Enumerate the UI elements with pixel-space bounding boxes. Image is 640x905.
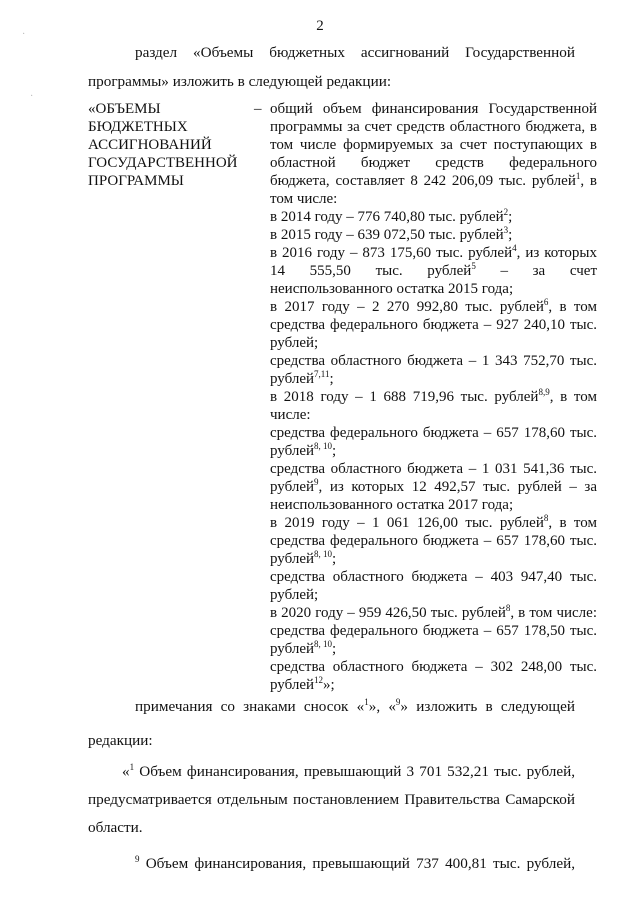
right-line bbox=[270, 496, 597, 514]
right-line bbox=[270, 262, 597, 280]
footnote-9-line-1 bbox=[135, 854, 575, 874]
right-line bbox=[270, 226, 597, 244]
table-right-column bbox=[270, 100, 597, 694]
right-line-text: ; bbox=[332, 443, 337, 459]
footnote-mark: 3 bbox=[503, 225, 509, 235]
right-line bbox=[270, 478, 597, 496]
right-line-text: – за счет bbox=[475, 263, 597, 279]
scan-mark: · bbox=[22, 29, 26, 40]
right-line bbox=[270, 280, 597, 298]
right-line-text: рублей bbox=[270, 443, 315, 459]
right-line-text: том числе: bbox=[270, 191, 338, 207]
right-line bbox=[270, 622, 597, 640]
right-line-text: рублей; bbox=[270, 587, 319, 603]
right-line bbox=[270, 640, 597, 658]
right-line bbox=[270, 118, 597, 136]
right-line bbox=[270, 244, 597, 262]
footnote-1-line-3: области. bbox=[88, 819, 143, 836]
footnote-mark: 8, 10 bbox=[314, 441, 333, 451]
right-line-text: в 2018 году – 1 688 719,96 тыс. рублей bbox=[270, 389, 539, 405]
footnote-mark: 8,9 bbox=[538, 388, 550, 397]
right-line-text: рублей bbox=[270, 551, 315, 567]
right-line-text: рублей bbox=[270, 479, 315, 495]
right-line-text: рублей; bbox=[270, 335, 319, 351]
footnote-mark: 5 bbox=[471, 262, 476, 271]
right-line-text: , из которых 12 492,57 тыс. рублей – за bbox=[318, 479, 597, 495]
right-line bbox=[270, 532, 597, 550]
footnote-text: Объем финансирования, превышающий 737 400,81 тыс. рублей, bbox=[139, 855, 575, 872]
page-number: 2 bbox=[316, 18, 324, 34]
right-line-text: средства федерального бюджета – 657 178,50 тыс. bbox=[270, 623, 597, 639]
right-line-text: , в том числе: bbox=[510, 605, 597, 621]
footnote-mark: 1 bbox=[129, 762, 135, 772]
footnote-mark: 9 bbox=[135, 854, 140, 864]
left-line: АССИГНОВАНИЙ bbox=[88, 137, 212, 153]
right-line-text: »; bbox=[323, 677, 335, 693]
right-line-text: программы за счет средств областного бюджета, в bbox=[270, 119, 597, 135]
footnote-mark: 2 bbox=[503, 207, 509, 217]
right-line-text: бюджета, составляет 8 242 206,09 тыс. рублей bbox=[270, 173, 576, 189]
right-line bbox=[270, 604, 597, 622]
right-line-text: неиспользованного остатка 2015 года; bbox=[270, 281, 514, 297]
scan-mark: · bbox=[30, 91, 34, 102]
right-line-text: числе: bbox=[270, 407, 311, 423]
right-line-text: рублей bbox=[270, 677, 315, 693]
right-line bbox=[270, 550, 597, 568]
right-line-text: рублей bbox=[270, 641, 315, 657]
right-line bbox=[270, 298, 597, 316]
right-line-text: в 2020 году – 959 426,50 тыс. рублей bbox=[270, 605, 506, 621]
right-line-text: , в том bbox=[549, 389, 597, 405]
footnote-mark: 7,11 bbox=[314, 369, 330, 379]
notes-intro-text: », « bbox=[368, 698, 396, 715]
right-line bbox=[270, 136, 597, 154]
right-line bbox=[270, 442, 597, 460]
footnote-mark: 6 bbox=[543, 298, 549, 307]
right-line bbox=[270, 514, 597, 532]
right-line-text: в 2015 году – 639 072,50 тыс. рублей bbox=[270, 227, 504, 243]
intro-line-1: раздел «Объемы бюджетных ассигнований Государственной bbox=[135, 44, 575, 61]
table-left-column bbox=[88, 100, 258, 190]
right-line bbox=[270, 334, 597, 352]
right-line bbox=[270, 424, 597, 442]
right-line bbox=[270, 460, 597, 478]
left-line: ПРОГРАММЫ bbox=[88, 173, 184, 189]
notes-intro-line-1 bbox=[135, 697, 575, 717]
intro-line-2: программы» изложить в следующей редакции: bbox=[88, 73, 392, 90]
notes-intro-line-2: редакции: bbox=[88, 732, 153, 749]
footnote-1-line-2: предусматривается отдельным постановлением Правительства Самарской bbox=[88, 791, 575, 808]
right-line-text: средства областного бюджета – 403 947,40 тыс. bbox=[270, 569, 597, 585]
right-line bbox=[270, 676, 597, 694]
footnote-mark: 8, 10 bbox=[314, 549, 333, 559]
footnote-mark: 8, 10 bbox=[314, 639, 333, 649]
right-line-text: средства федерального бюджета – 657 178,60 тыс. bbox=[270, 533, 597, 549]
right-line-text: средства федерального бюджета – 657 178,60 тыс. bbox=[270, 425, 597, 441]
right-line-text: 14 555,50 тыс. рублей bbox=[270, 263, 472, 279]
right-line-text: в 2016 году – 873 175,60 тыс. рублей bbox=[270, 245, 513, 261]
right-line bbox=[270, 388, 597, 406]
right-line-text: ; bbox=[508, 209, 513, 225]
right-line-text: средства федерального бюджета – 927 240,10 тыс. bbox=[270, 317, 597, 333]
notes-intro-text: примечания со знаками сносок « bbox=[135, 698, 365, 715]
right-line bbox=[270, 568, 597, 586]
right-line-text: в 2017 году – 2 270 992,80 тыс. рублей bbox=[270, 299, 544, 315]
right-line bbox=[270, 154, 597, 172]
right-line-text: средства областного бюджета – 1 031 541,36 тыс. bbox=[270, 461, 597, 477]
right-line-text: ; bbox=[332, 641, 337, 657]
footnote-mark: 1 bbox=[575, 172, 581, 181]
footnote-mark: 9 bbox=[395, 697, 401, 707]
footnote-mark: 12 bbox=[314, 675, 324, 685]
right-line bbox=[270, 100, 597, 118]
right-line-text: , из которых bbox=[516, 245, 597, 261]
right-line-text: общий объем финансирования Государственной bbox=[270, 101, 597, 117]
footnote-text: Объем финансирования, превышающий 3 701 532,21 тыс. рублей, bbox=[134, 763, 575, 780]
right-line-text: в 2019 году – 1 061 126,00 тыс. рублей bbox=[270, 515, 544, 531]
right-line-text: , в том bbox=[548, 299, 597, 315]
right-line-text: областной бюджет средств федерального bbox=[270, 155, 597, 171]
right-line bbox=[270, 352, 597, 370]
table-dash: – bbox=[254, 101, 262, 117]
right-line bbox=[270, 190, 597, 208]
right-line bbox=[270, 316, 597, 334]
right-line-text: ; bbox=[332, 551, 337, 567]
footnote-mark: 1 bbox=[364, 697, 369, 707]
footnote-1-line-1 bbox=[122, 762, 575, 782]
right-line-text: неиспользованного остатка 2017 года; bbox=[270, 497, 514, 513]
right-line bbox=[270, 172, 597, 190]
right-line-text: рублей bbox=[270, 371, 315, 387]
left-line: ГОСУДАРСТВЕННОЙ bbox=[88, 155, 238, 171]
right-line bbox=[270, 586, 597, 604]
right-line-text: средства областного бюджета – 302 248,00 тыс. bbox=[270, 659, 597, 675]
right-line bbox=[270, 208, 597, 226]
right-line-text: , в том bbox=[548, 515, 597, 531]
right-line bbox=[270, 658, 597, 676]
footnote-mark: 8 bbox=[505, 604, 511, 613]
left-line: «ОБЪЕМЫ bbox=[88, 101, 161, 117]
right-line bbox=[270, 406, 597, 424]
quote-open: « bbox=[122, 763, 130, 780]
footnote-mark: 4 bbox=[512, 244, 517, 253]
right-line-text: том числе формируемых за счет поступающих в bbox=[270, 137, 597, 153]
right-line-text: средства областного бюджета – 1 343 752,70 тыс. bbox=[270, 353, 597, 369]
right-line-text: , в bbox=[580, 173, 597, 189]
footnote-mark: 8 bbox=[543, 514, 549, 523]
left-line: БЮДЖЕТНЫХ bbox=[88, 119, 188, 135]
right-line bbox=[270, 370, 597, 388]
right-line-text: ; bbox=[329, 371, 334, 387]
notes-intro-text: » изложить в следующей bbox=[400, 698, 575, 715]
right-line-text: ; bbox=[508, 227, 513, 243]
footnote-mark: 9 bbox=[314, 478, 319, 487]
right-line-text: в 2014 году – 776 740,80 тыс. рублей bbox=[270, 209, 504, 225]
